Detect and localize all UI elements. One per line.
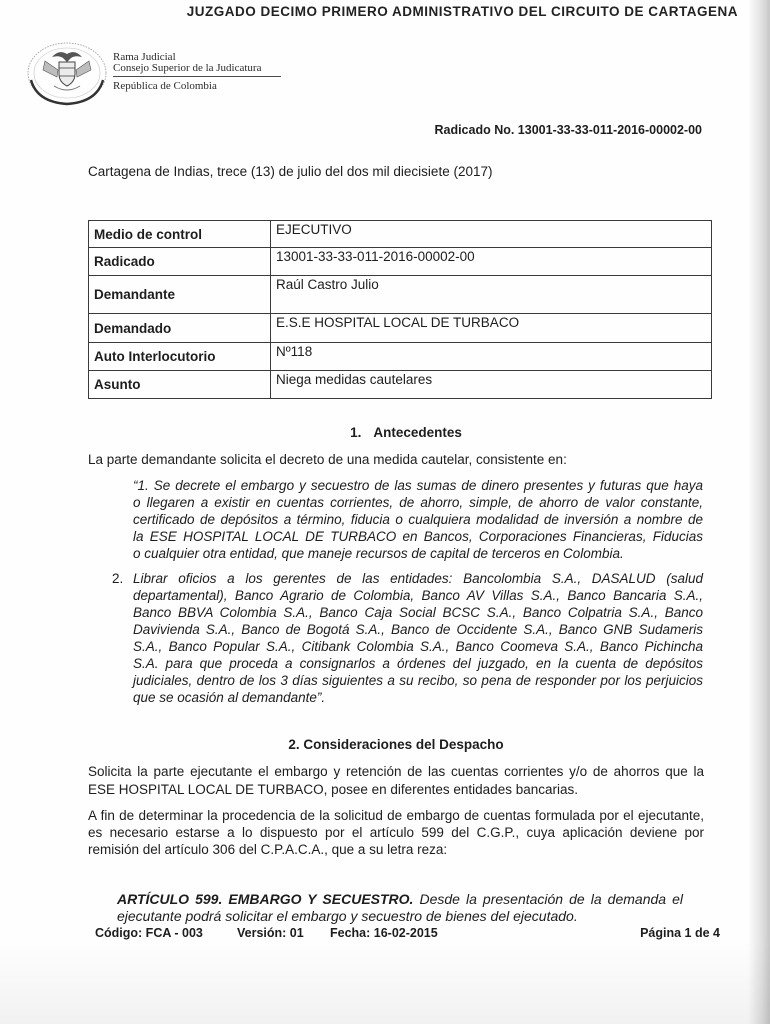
section-heading-consideraciones: 2. Consideraciones del Despacho — [288, 737, 504, 752]
text-line: que se ocasión al demandante”. — [133, 690, 326, 705]
text-line: S.A. para que proceda a consignarlos a órdenes del juzgado, en la cuenta de depósitos — [133, 656, 703, 671]
case-value-cell: 13001-33-33-011-2016-00002-00 — [271, 248, 712, 276]
coat-of-arms-seal — [24, 40, 110, 106]
institution-divider — [113, 76, 281, 77]
case-table-row — [89, 276, 712, 314]
case-value-cell: Nº118 — [271, 343, 712, 371]
case-label-cell: Asunto — [89, 371, 271, 399]
text-line: certificado de depósitos a término, fiducia o cualquiera modalidad de inversión a nombre de — [133, 512, 703, 527]
footer-version: Versión: 01 — [237, 926, 304, 940]
case-value-cell: Raúl Castro Julio — [271, 276, 712, 314]
text-line: ESE HOSPITAL LOCAL DE TURBACO, posee en diferentes entidades bancarias. — [88, 782, 578, 797]
text-line: judiciales, dentro de los 3 días siguientes a su recibo, so pena de responder por los perjuicios — [133, 673, 703, 688]
text-line: la ESE HOSPITAL LOCAL DE TURBACO en Bancos, Corporaciones Financieras, Fiducias — [133, 529, 703, 544]
scan-edge-shadow — [748, 0, 770, 1024]
text-line: es necesario estarse a lo dispuesto por el artículo 599 del C.G.P., cuya aplicación deviene por — [88, 825, 704, 840]
text-line: o llegaren a existir en cuentas corrientes, de ahorro, simple, de ahorro de valor constante, — [133, 495, 703, 510]
case-value-cell: EJECUTIVO — [271, 221, 712, 248]
request-2-number: 2. — [112, 571, 124, 586]
scan-bottom-shade — [0, 940, 770, 1024]
case-table-row — [89, 343, 712, 371]
request-1-quote — [133, 477, 703, 562]
section-number: 1. — [350, 425, 362, 440]
case-label-cell: Medio de control — [89, 221, 271, 248]
case-label-cell: Auto Interlocutorio — [89, 343, 271, 371]
case-table-row — [89, 371, 712, 399]
footer-date: Fecha: 16-02-2015 — [330, 926, 438, 940]
radicado-number: Radicado No. 13001-33-33-011-2016-00002-00 — [434, 123, 702, 137]
article-599-quote — [117, 891, 683, 925]
court-header: JUZGADO DECIMO PRIMERO ADMINISTRATIVO DEL CIRCUITO DE CARTAGENA — [186, 4, 738, 19]
text-line: o cualquier otra entidad, que maneje recursos de capital de terceros en Colombia. — [133, 546, 624, 561]
text-line — [117, 891, 683, 908]
footer-code: Código: FCA - 003 — [95, 926, 203, 940]
text-line: Davivienda S.A., Banco de Bogotá S.A., Banco de Occidente S.A., Banco GNB Sudameris — [133, 622, 703, 637]
institution-country: República de Colombia — [113, 80, 217, 92]
case-value-cell: Niega medidas cautelares — [271, 371, 712, 399]
case-table-row — [89, 248, 712, 276]
text-line: S.A., Banco Popular S.A., Citibank Colombia S.A., Banco Coomeva S.A., Banco Pichincha — [133, 639, 703, 654]
text-line: remisión del artículo 306 del C.P.A.C.A., que a su letra reza: — [88, 842, 448, 857]
footer-page-number: Página 1 de 4 — [640, 926, 720, 940]
case-info-table — [88, 220, 712, 399]
case-table-row — [89, 221, 712, 248]
text-line: Librar oficios a los gerentes de las entidades: Bancolombia S.A., DASALUD (salud — [133, 571, 703, 586]
text-line: Solicita la parte ejecutante el embargo y retención de las cuentas corrientes y/o de ahorros que la — [88, 764, 704, 779]
section-title: Antecedentes — [373, 425, 462, 440]
institution-branch: Rama Judicial — [113, 51, 176, 63]
case-label-cell: Demandado — [89, 314, 271, 343]
article-title: ARTÍCULO 599. EMBARGO Y SECUESTRO. — [117, 891, 414, 907]
institution-council: Consejo Superior de la Judicatura — [113, 62, 262, 74]
section1-intro: La parte demandante solicita el decreto de una medida cautelar, consistente en: — [88, 452, 567, 467]
consideraciones-paragraph-1 — [88, 763, 704, 799]
text-line: ejecutante podrá solicitar el embargo y secuestro de bienes del ejecutado. — [117, 908, 578, 924]
case-value-cell: E.S.E HOSPITAL LOCAL DE TURBACO — [271, 314, 712, 343]
case-label-cell: Demandante — [89, 276, 271, 314]
text-line: A fin de determinar la procedencia de la solicitud de embargo de cuentas formulada por el ejecutante, — [88, 808, 704, 823]
consideraciones-paragraph-2 — [88, 807, 704, 858]
date-line: Cartagena de Indias, trece (13) de julio del dos mil diecisiete (2017) — [88, 164, 493, 179]
text-line: departamental), Banco Agrario de Colombia, Banco AV Villas S.A., Banco Bancaria S.A., — [133, 588, 703, 603]
case-table-row — [89, 314, 712, 343]
text-line: “1. Se decrete el embargo y secuestro de las sumas de dinero presentes y futuras que haya — [133, 478, 703, 493]
text-line: Banco BBVA Colombia S.A., Banco Caja Social BCSC S.A., Banco Colpatria S.A., Banco — [133, 605, 703, 620]
case-label-cell: Radicado — [89, 248, 271, 276]
section-heading-antecedentes — [88, 424, 704, 442]
article-text: Desde la presentación de la demanda el — [419, 891, 683, 907]
request-2-quote — [133, 570, 703, 706]
institution-block — [113, 52, 281, 92]
